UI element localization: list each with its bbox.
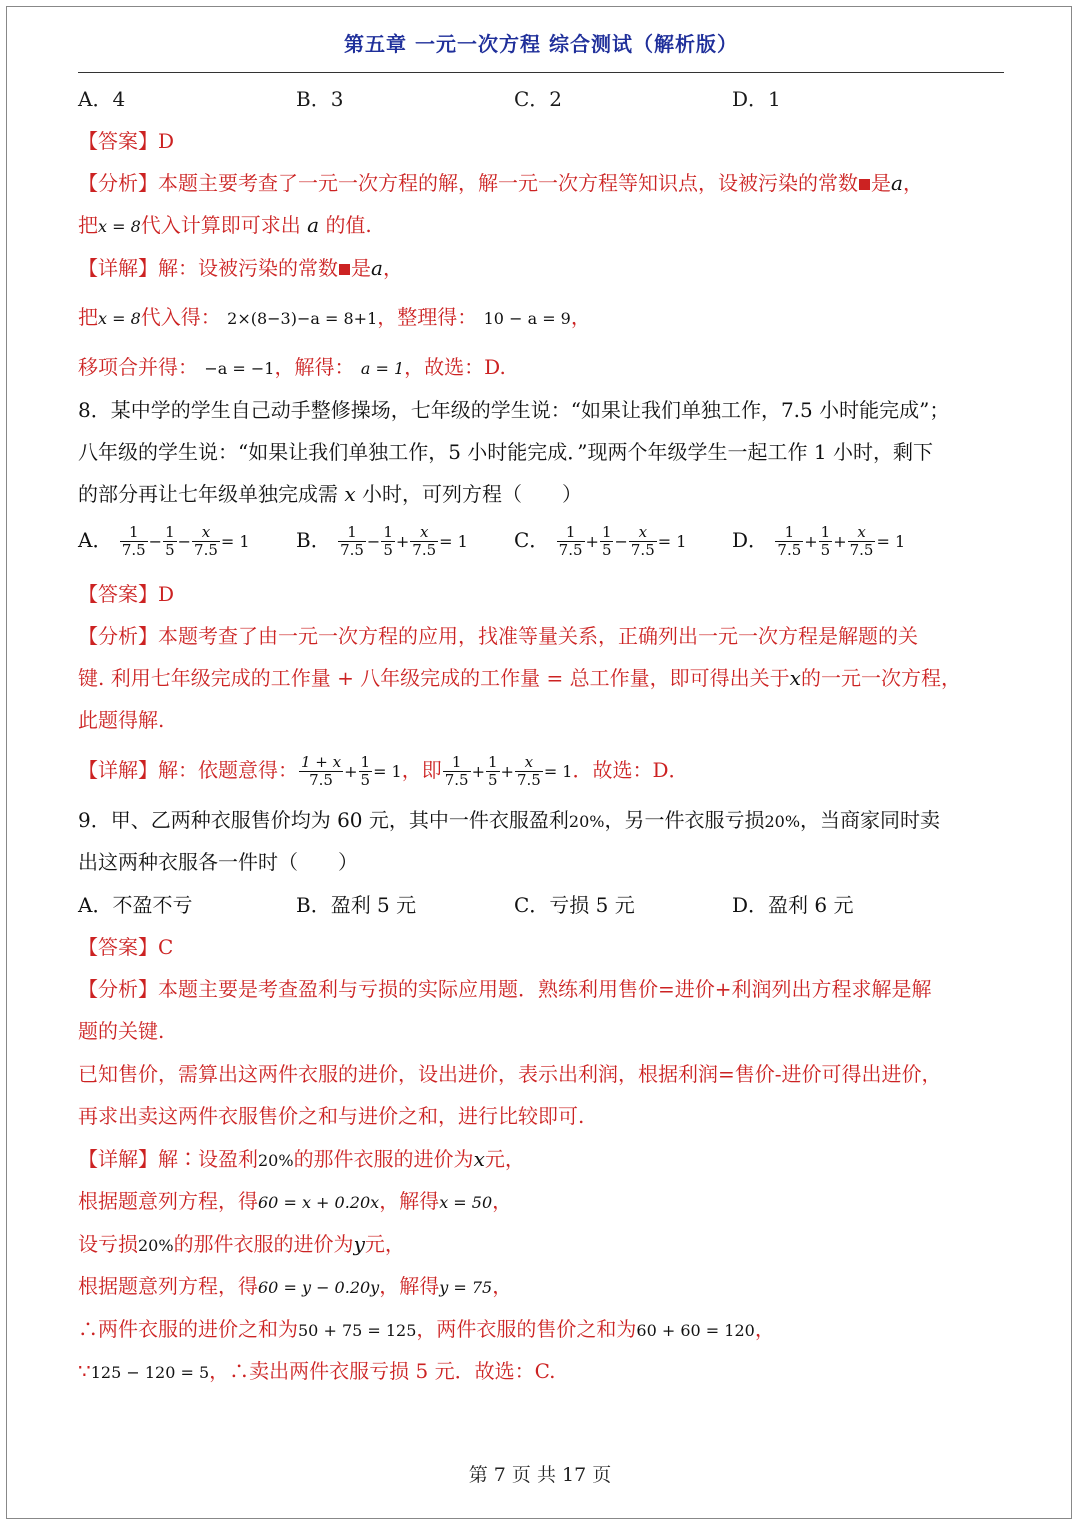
q8-option-c: C． $\frac{1}{7.5}$ + $\frac{1}{5}$ − $\frac{x}{7.5}$ = 1 bbox=[514, 523, 687, 559]
q9-option-d: D．盈利 6 元 bbox=[732, 893, 854, 917]
q8-analysis-line3: 此题得解. bbox=[78, 708, 165, 732]
q9-analysis-line2: 题的关键. bbox=[78, 1019, 165, 1043]
q9-option-b: B．盈利 5 元 bbox=[296, 893, 417, 917]
q9-detail-line1: 【详解】解∶设盈利20%的那件衣服的进价为x元， bbox=[78, 1147, 525, 1171]
q7-option-c: C．2 bbox=[514, 87, 563, 111]
q9-analysis-line3: 已知售价，需算出这两件衣服的进价，设出进价，表示出利润，根据利润=售价-进价可得出进价， bbox=[78, 1062, 942, 1086]
page-footer: 第 7 页 共 17 页 bbox=[468, 1464, 612, 1486]
q9-analysis-line1: 【分析】本题主要是考查盈利与亏损的实际应用题．熟练利用售价=进价+利润列出方程求解是解 bbox=[78, 977, 932, 1001]
q8-detail: 【详解】解：依题意得： $\frac{1 + x}{7.5}$ + $\frac{1}{5}$ = 1，即 $\frac{1}{7.5}$ + $\frac{1}{5}$ + $\frac{x}{7.5}$ = 1．故选：D． bbox=[78, 753, 689, 789]
q8-stem-line2: 八年级的学生说：“如果让我们单独工作，5 小时能完成．”现两个年级学生一起工作 1 小时，剩下 bbox=[78, 440, 933, 464]
q8-answer: 【答案】D bbox=[78, 582, 175, 606]
q8-option-b: B． $\frac{1}{7.5}$ − $\frac{1}{5}$ + $\frac{x}{7.5}$ = 1 bbox=[296, 523, 468, 559]
stain-square-icon bbox=[859, 179, 870, 190]
q9-stem-line2: 出这两种衣服各一件时（ ） bbox=[78, 850, 358, 874]
q9-detail-line5: ∴两件衣服的进价之和为50 + 75 = 125，两件衣服的售价之和为60 + 60 = 120， bbox=[78, 1317, 775, 1341]
stain-square-icon bbox=[339, 264, 350, 275]
q7-detail-line2: 把x = 8代入得： 2×(8−3)−a = 8+1，整理得： 10 − a = 9， bbox=[78, 305, 591, 329]
q8-stem-line3: 的部分再让七年级单独完成需 x 小时，可列方程（ ） bbox=[78, 482, 582, 506]
q8-analysis-line1: 【分析】本题考查了由一元一次方程的应用，找准等量关系，正确列出一元一次方程是解题的关 bbox=[78, 624, 918, 648]
q9-detail-line2: 根据题意列方程，得60 = x + 0.20x，解得x = 50， bbox=[78, 1189, 513, 1213]
header-rule bbox=[78, 72, 1004, 73]
q9-stem-line1: 9．甲、乙两种衣服售价均为 60 元，其中一件衣服盈利20%，另一件衣服亏损20%，当商家同时卖 bbox=[78, 808, 941, 832]
q9-detail-line4: 根据题意列方程，得60 = y − 0.20y，解得y = 75， bbox=[78, 1274, 513, 1298]
q7-option-b: B．3 bbox=[296, 87, 344, 111]
q7-detail-line3: 移项合并得： −a = −1，解得： a = 1，故选：D. bbox=[78, 355, 506, 379]
q8-analysis-line2: 键. 利用七年级完成的工作量 + 八年级完成的工作量 = 总工作量，即可得出关于x的一元一次方程， bbox=[78, 666, 961, 690]
q9-answer: 【答案】C bbox=[78, 935, 174, 959]
q7-analysis-line2: 把x = 8代入计算即可求出 a 的值. bbox=[78, 213, 372, 237]
q8-option-a: A． $\frac{1}{7.5}$ − $\frac{1}{5}$ − $\frac{x}{7.5}$ = 1 bbox=[78, 523, 250, 559]
q9-option-a: A．不盈不亏 bbox=[78, 893, 193, 917]
page-header-title: 第五章 一元一次方程 综合测试（解析版） bbox=[344, 32, 738, 56]
q9-analysis-line4: 再求出卖这两件衣服售价之和与进价之和，进行比较即可. bbox=[78, 1104, 585, 1128]
q8-option-d: D． $\frac{1}{7.5}$ + $\frac{1}{5}$ + $\frac{x}{7.5}$ = 1 bbox=[732, 523, 906, 559]
q9-option-c: C．亏损 5 元 bbox=[514, 893, 635, 917]
q9-detail-line6: ∵125 − 120 = 5，∴卖出两件衣服亏损 5 元．故选：C. bbox=[78, 1359, 556, 1383]
q7-answer: 【答案】D bbox=[78, 129, 175, 153]
q8-stem-line1: 8．某中学的学生自己动手整修操场，七年级的学生说：“如果让我们单独工作，7.5 小时能完成”； bbox=[78, 398, 950, 422]
q9-detail-line3: 设亏损20%的那件衣服的进价为y元， bbox=[78, 1232, 405, 1256]
q7-option-a: A．4 bbox=[78, 87, 126, 111]
q7-option-d: D．1 bbox=[732, 87, 781, 111]
q7-detail-line1: 【详解】解：设被污染的常数 是a， bbox=[78, 256, 403, 280]
q7-analysis-line1: 【分析】本题主要考查了一元一次方程的解，解一元一次方程等知识点，设被污染的常数 是a， bbox=[78, 171, 923, 195]
